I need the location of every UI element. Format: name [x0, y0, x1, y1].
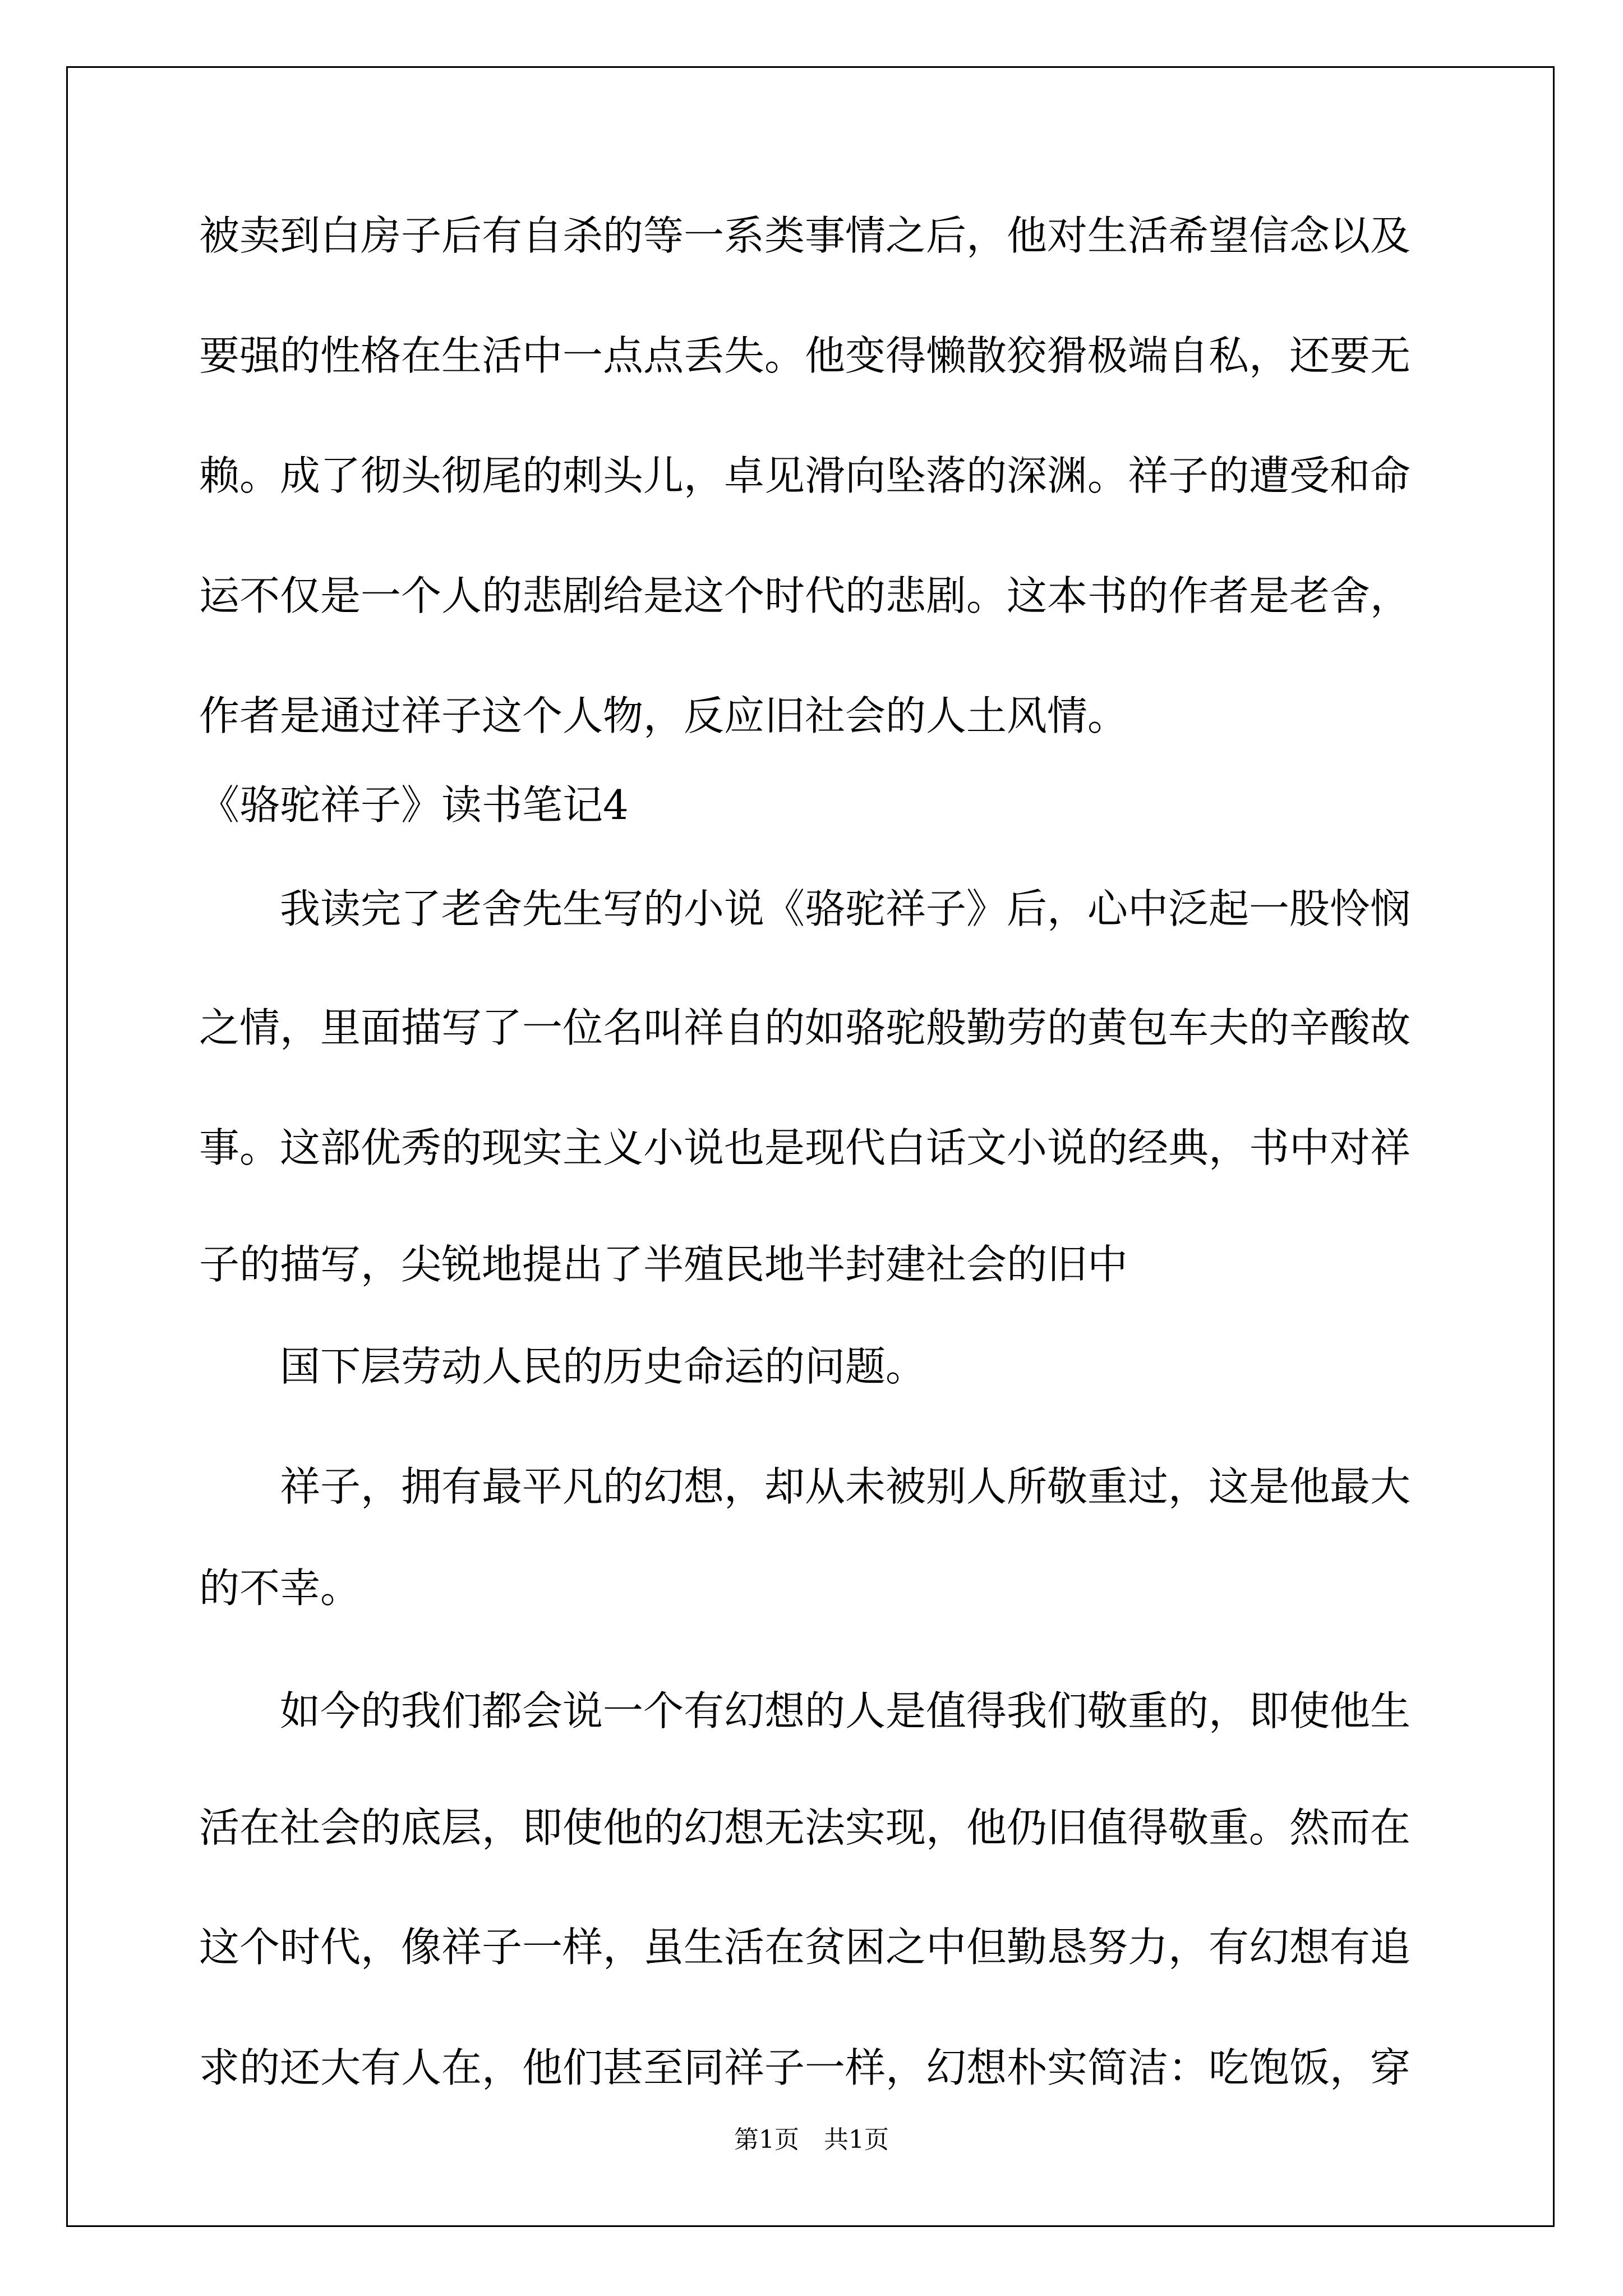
text-line: 求的还大有人在，他们甚至同祥子一样，幻想朴实简洁：吃饱饭，穿 — [199, 2044, 1411, 2091]
text-line: 事。这部优秀的现实主义小说也是现代白话文小说的经典，书中对祥 — [199, 1124, 1411, 1171]
text-line: 的不幸。 — [199, 1565, 361, 1612]
text-line: 运不仅是一个人的悲剧给是这个时代的悲剧。这本书的作者是老舍， — [199, 572, 1411, 619]
text-line: 国下层劳动人民的历史命运的问题。 — [280, 1343, 926, 1390]
text-line: 这个时代，像祥子一样，虽生活在贫困之中但勤恳努力，有幻想有追 — [199, 1924, 1411, 1971]
text-line: 我读完了老舍先生写的小说《骆驼祥子》后，心中泛起一股怜悯 — [280, 885, 1411, 932]
text-line: 活在社会的底层，即使他的幻想无法实现，他仍旧值得敬重。然而在 — [199, 1804, 1411, 1851]
text-line: 赖。成了彻头彻尾的刺头儿，卓见滑向坠落的深渊。祥子的遭受和命 — [199, 452, 1411, 499]
section-heading: 《骆驼祥子》读书笔记4 — [199, 781, 629, 829]
text-line: 被卖到白房子后有自杀的等一系类事情之后，他对生活希望信念以及 — [199, 212, 1411, 259]
text-line: 要强的性格在生活中一点点丢失。他变得懒散狡猾极端自私，还要无 — [199, 332, 1411, 379]
text-line: 如今的我们都会说一个有幻想的人是值得我们敬重的，即使他生 — [280, 1687, 1411, 1734]
page-number-footer: 第1页 共1页 — [734, 2125, 889, 2154]
text-line: 之情，里面描写了一位名叫祥自的如骆驼般勤劳的黄包车夫的辛酸故 — [199, 1004, 1411, 1051]
text-line: 祥子，拥有最平凡的幻想，却从未被别人所敬重过，这是他最大 — [280, 1463, 1411, 1510]
text-line: 子的描写，尖锐地提出了半殖民地半封建社会的旧中 — [199, 1241, 1128, 1288]
text-line: 作者是通过祥子这个人物，反应旧社会的人土风情。 — [199, 692, 1128, 739]
